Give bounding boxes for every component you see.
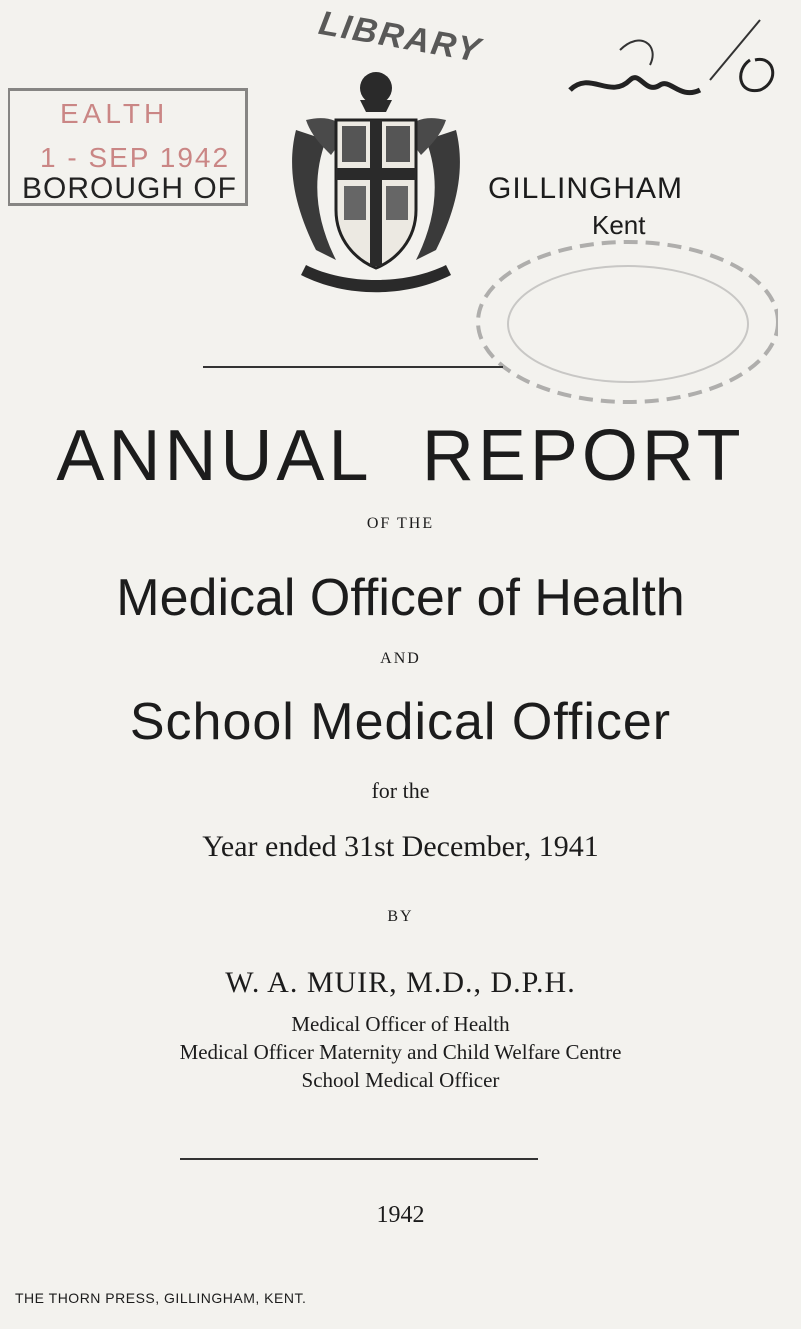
printer-imprint: THE THORN PRESS, GILLINGHAM, KENT. [15, 1290, 307, 1306]
author-role: Medical Officer Maternity and Child Welfare Centre [179, 1040, 622, 1064]
footer-divider [180, 1158, 538, 1160]
author-role: School Medical Officer [301, 1068, 500, 1092]
for-the-label: for the [371, 778, 430, 803]
town-name: GILLINGHAM [488, 172, 684, 205]
county-name: Kent [592, 210, 646, 240]
and-label: AND [380, 650, 421, 667]
stamp-date: 1 - SEP 1942 [40, 142, 231, 173]
header-divider [203, 366, 503, 368]
author-name: W. A. MUIR, M.D., D.P.H. [225, 966, 576, 999]
of-the-label: OF THE [366, 515, 435, 532]
by-label: BY [387, 908, 414, 925]
author-role: Medical Officer of Health [291, 1012, 510, 1036]
coat-of-arms-icon [286, 60, 466, 300]
library-stamp: LIBRARY [316, 4, 485, 71]
title-line-moh: Medical Officer of Health [116, 569, 685, 627]
stamp-text-health: EALTH [60, 98, 169, 129]
publication-year: 1942 [376, 1202, 425, 1228]
year-ended: Year ended 31st December, 1941 [202, 830, 599, 863]
borough-label: BOROUGH OF [22, 172, 238, 205]
title-line-smo: School Medical Officer [129, 693, 672, 751]
report-title: ANNUAL REPORT [56, 416, 745, 496]
circular-stamp-icon [468, 232, 778, 412]
handwritten-signature-icon [560, 10, 790, 110]
